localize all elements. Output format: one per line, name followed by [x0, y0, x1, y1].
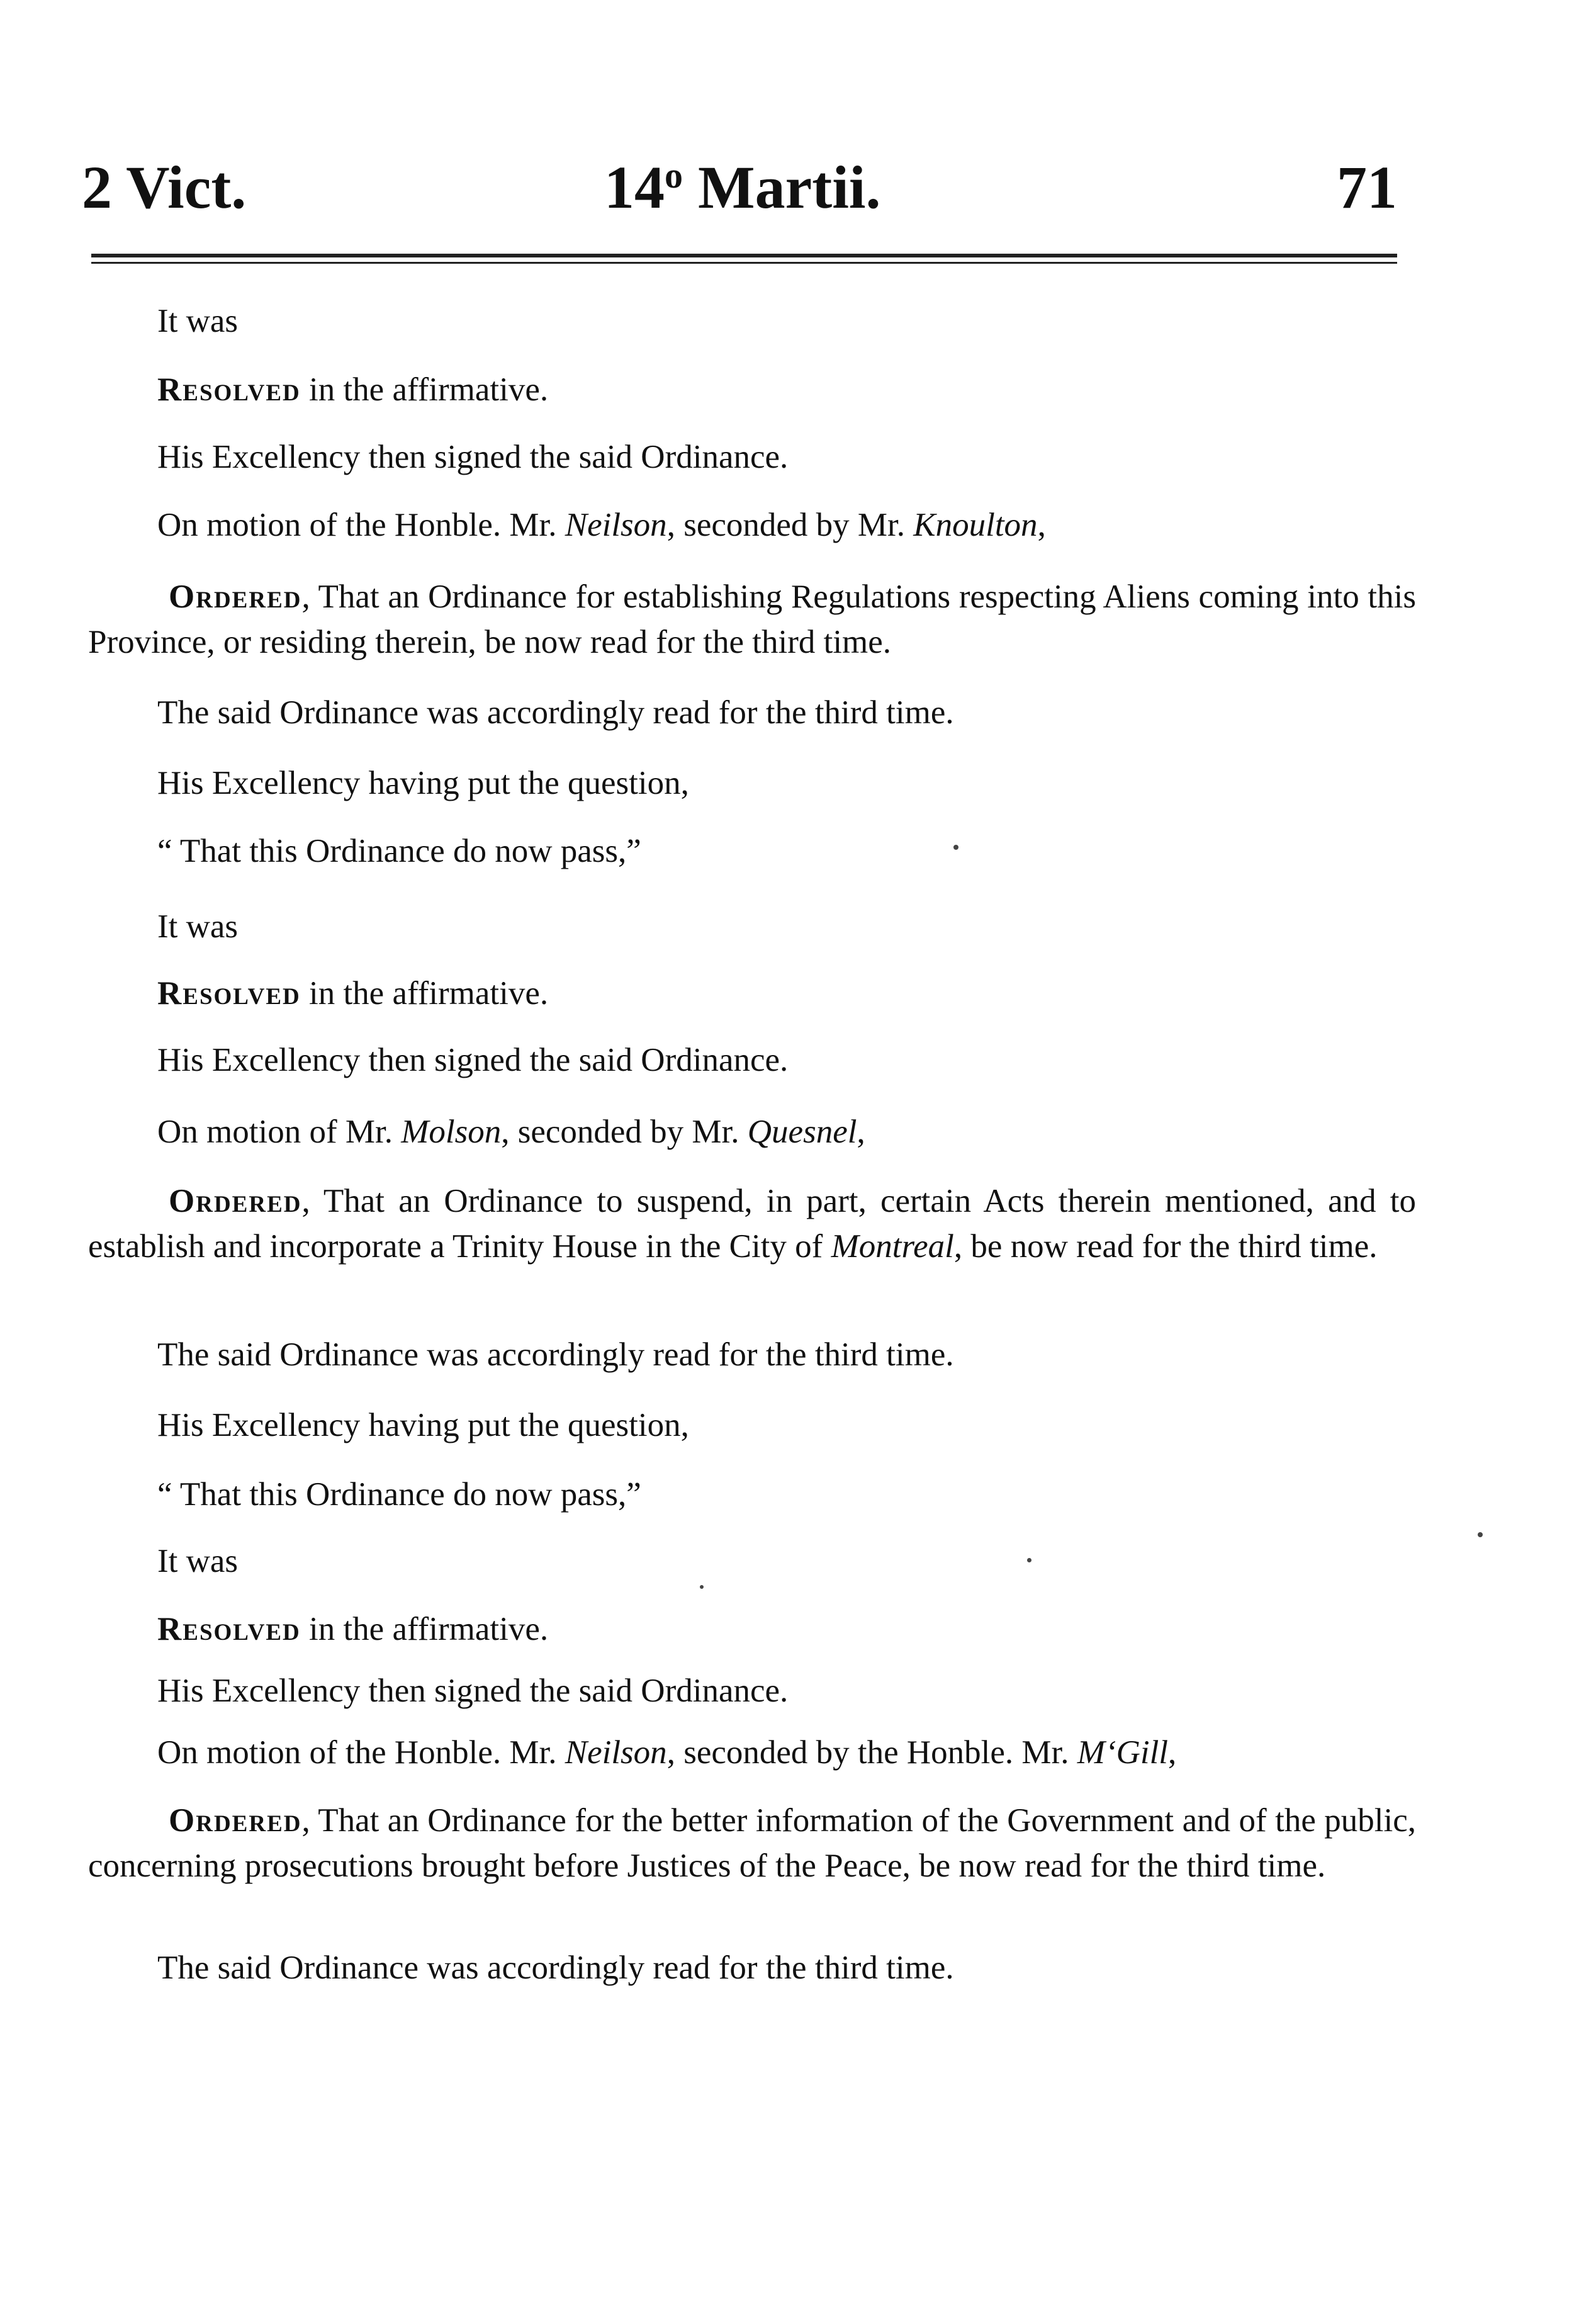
- line-resolved: [157, 1609, 548, 1649]
- scan-speck: [1027, 1558, 1031, 1562]
- line-read-third: The said Ordinance was accordingly read for the third time.: [157, 1336, 954, 1373]
- resolved-rest: in the affirmative.: [300, 371, 549, 408]
- regnal-year: 2 Vict.: [82, 154, 247, 221]
- scan-speck: [1478, 1532, 1483, 1537]
- motion-post: ,: [857, 1114, 865, 1150]
- date-month: Martii.: [698, 154, 881, 221]
- paragraph-ordered: [88, 1178, 1416, 1269]
- motion-mid: , seconded by Mr.: [666, 507, 914, 543]
- motion-mid: , seconded by Mr.: [501, 1114, 748, 1150]
- line-read-third: The said Ordinance was accordingly read for the third time.: [157, 694, 954, 731]
- line-motion: [157, 1732, 1176, 1773]
- page-header: [82, 150, 1397, 238]
- ordered-label: Ordered: [169, 578, 302, 615]
- motion-pre: On motion of the Honble. Mr.: [157, 507, 565, 543]
- line-quote: “ That this Ordinance do now pass,”: [157, 1476, 641, 1513]
- line-signed: His Excellency then signed the said Ordinance.: [157, 1673, 789, 1709]
- date-ordinal: o: [665, 155, 683, 196]
- mover-name: Neilson: [565, 507, 667, 543]
- date-heading: [604, 150, 881, 225]
- header-rule-thin: [91, 262, 1397, 264]
- paragraph-ordered: [88, 1798, 1416, 1888]
- motion-post: ,: [1037, 507, 1046, 543]
- paragraph-ordered: [88, 574, 1416, 665]
- motion-pre: On motion of Mr.: [157, 1114, 402, 1150]
- ordered-pre: , That an Ordinance to suspend, in part, certain Acts therein mentioned, and to establish and incorporate a Trinity House in the City of: [88, 1183, 1416, 1265]
- resolved-label: Resolved: [157, 975, 301, 1012]
- scan-speck: [700, 1585, 704, 1589]
- seconder-name: M‘Gill: [1077, 1734, 1169, 1771]
- motion-pre: On motion of the Honble. Mr.: [157, 1734, 565, 1771]
- mover-name: Neilson: [565, 1734, 667, 1771]
- resolved-label: Resolved: [157, 1611, 301, 1647]
- line-question: His Excellency having put the question,: [157, 765, 689, 801]
- ordered-label: Ordered: [169, 1802, 302, 1839]
- scan-speck: [953, 845, 958, 850]
- motion-post: ,: [1168, 1734, 1177, 1771]
- mover-name: Molson: [401, 1114, 502, 1150]
- line-it-was: It was: [157, 1543, 239, 1579]
- line-quote: “ That this Ordinance do now pass,”: [157, 833, 641, 869]
- line-read-third: The said Ordinance was accordingly read for the third time.: [157, 1950, 954, 1986]
- line-motion: [157, 1112, 865, 1152]
- line-signed: His Excellency then signed the said Ordinance.: [157, 439, 789, 475]
- line-motion: [157, 505, 1046, 545]
- ordered-label: Ordered: [169, 1183, 302, 1219]
- header-rule-thick: [91, 254, 1397, 257]
- line-resolved: [157, 370, 548, 410]
- resolved-label: Resolved: [157, 371, 301, 408]
- city-name: Montreal: [831, 1228, 954, 1265]
- line-question: His Excellency having put the question,: [157, 1407, 689, 1443]
- line-it-was: It was: [157, 908, 239, 945]
- motion-mid: , seconded by the Honble. Mr.: [666, 1734, 1077, 1771]
- ordered-rest: , That an Ordinance for the better information of the Government and of the public, concerning prosecutions brought before Justices of the Peace, be now read for the third time.: [88, 1802, 1416, 1884]
- ordered-rest: , That an Ordinance for establishing Regulations respecting Aliens coming into this Province, or residing therein, be now read for the third time.: [88, 578, 1416, 660]
- resolved-rest: in the affirmative.: [300, 1611, 549, 1647]
- line-signed: His Excellency then signed the said Ordinance.: [157, 1042, 789, 1078]
- line-resolved: [157, 973, 548, 1013]
- date-day: 14: [604, 154, 665, 221]
- seconder-name: Knoulton: [913, 507, 1038, 543]
- ordered-post: , be now read for the third time.: [953, 1228, 1378, 1265]
- line-it-was: It was: [157, 303, 239, 339]
- page-number: 71: [1337, 154, 1397, 221]
- seconder-name: Quesnel: [747, 1114, 857, 1150]
- resolved-rest: in the affirmative.: [300, 975, 549, 1012]
